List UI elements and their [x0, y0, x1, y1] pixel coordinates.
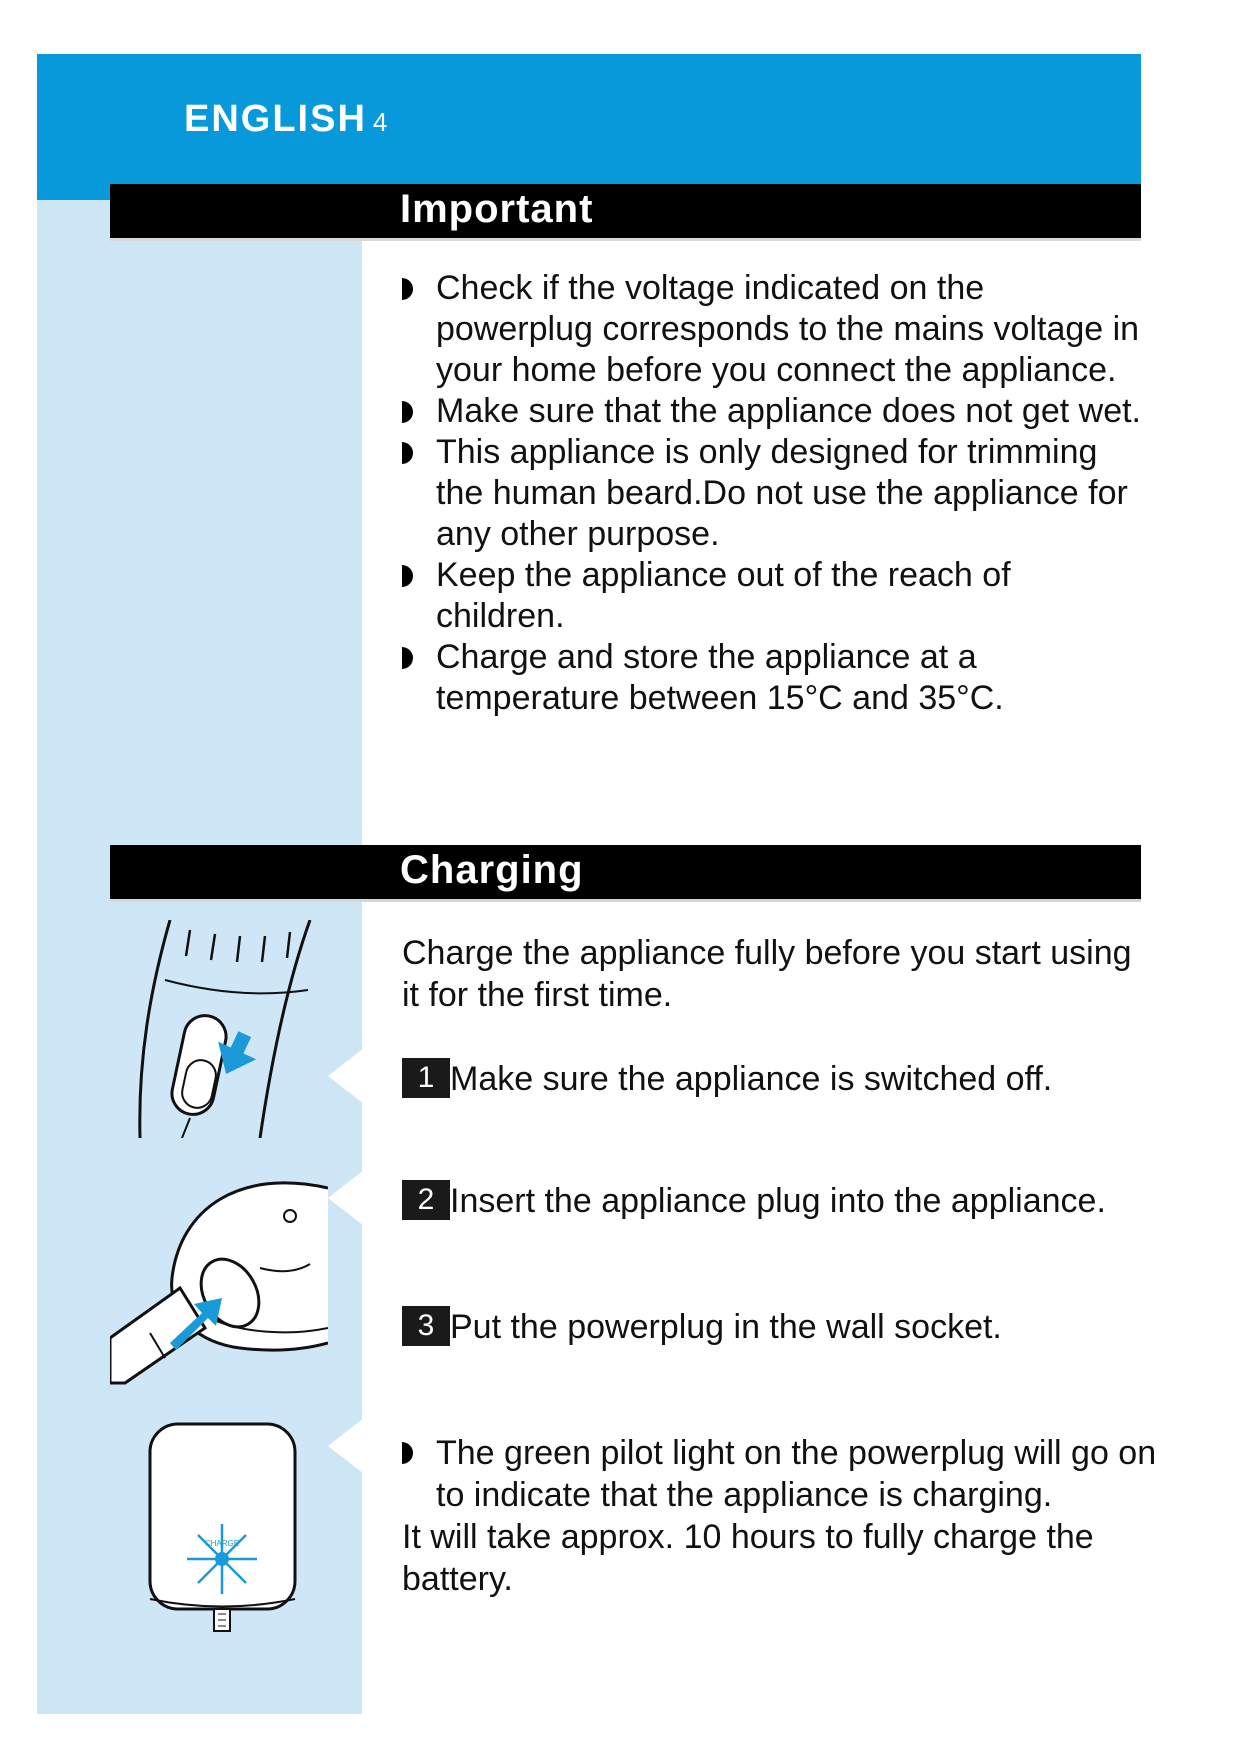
bullet-icon [402, 565, 413, 587]
pointer [328, 1418, 364, 1474]
step-1 [402, 1058, 1142, 1100]
step-number: 3 [402, 1306, 450, 1346]
list-item: Check if the voltage indicated on the powerplug corresponds to the mains voltage in your home before you connect the appliance. [402, 268, 1142, 391]
step-text: Make sure the appliance is switched off. [450, 1060, 1053, 1098]
step-text: Put the powerplug in the wall socket. [450, 1308, 1002, 1346]
bullet-icon [402, 1442, 413, 1464]
pointer [328, 1170, 364, 1226]
charging-intro: Charge the appliance fully before you start using it for the first time. [402, 934, 1132, 1014]
charging-title: Charging [400, 848, 584, 892]
important-list [402, 268, 1142, 719]
bullet-icon [402, 278, 413, 300]
plug-insert-drawing [110, 1168, 328, 1386]
adapter-drawing [110, 1414, 328, 1654]
page-number: 4 [372, 107, 388, 137]
step-number: 2 [402, 1180, 450, 1220]
list-item: This appliance is only designed for trimming the human beard.Do not use the appliance for any other purpose. [402, 432, 1142, 555]
list-item: Keep the appliance out of the reach of children. [402, 555, 1142, 637]
illustration-plug [110, 1168, 328, 1386]
pointer [328, 1048, 364, 1104]
illustration-switch [110, 920, 328, 1138]
step-3 [402, 1306, 1142, 1348]
bullet-icon [402, 647, 413, 669]
language-label: ENGLISH [184, 98, 367, 140]
step-number: 1 [402, 1058, 450, 1098]
shaver-switch-drawing [110, 920, 328, 1138]
list-item: The green pilot light on the powerplug will go on to indicate that the appliance is charging. [402, 1432, 1162, 1516]
important-bar [110, 184, 1141, 238]
list-item: Make sure that the appliance does not get wet. [402, 391, 1142, 432]
bullet-icon [402, 401, 413, 423]
charging-bar [110, 845, 1141, 899]
list-item: Charge and store the appliance at a temperature between 15°C and 35°C. [402, 637, 1142, 719]
important-title: Important [400, 187, 594, 231]
language-heading [184, 98, 387, 141]
charging-notes [402, 1432, 1162, 1600]
illustration-adapter [110, 1414, 328, 1632]
duration-text: It will take approx. 10 hours to fully charge the battery. [402, 1518, 1094, 1598]
step-text: Insert the appliance plug into the appliance. [450, 1182, 1106, 1220]
step-2 [402, 1180, 1142, 1222]
charge-label: CHARGE [204, 1539, 240, 1548]
bullet-icon [402, 442, 413, 464]
